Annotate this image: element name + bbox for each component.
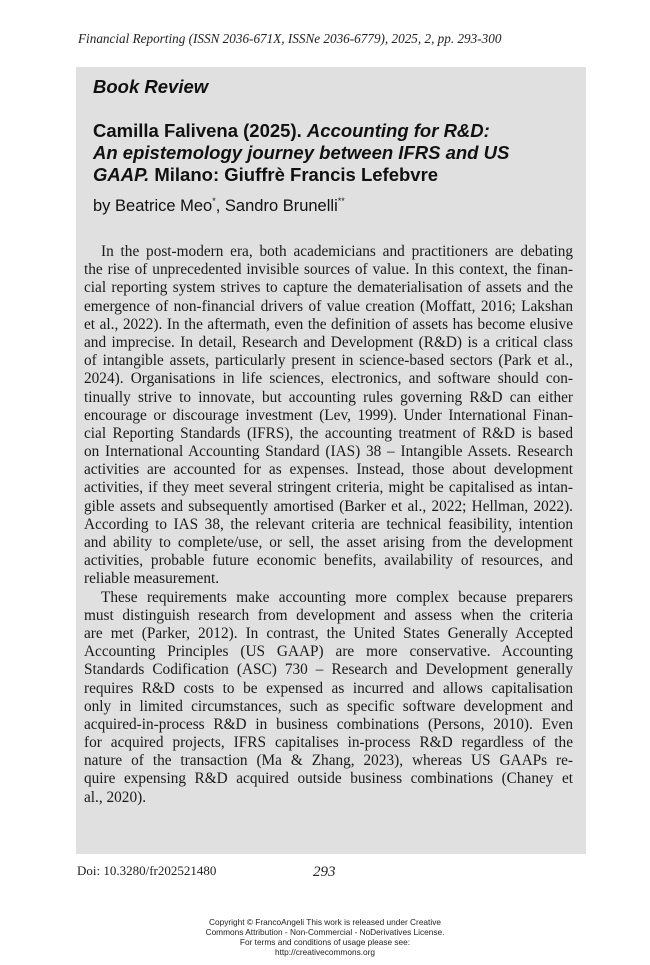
body-line: al., 2020). xyxy=(84,788,147,806)
body-line: nature of the transaction (Ma & Zhang, 2023), whereas US GAAPs re- xyxy=(84,752,573,770)
body-line: emergence of non-financial drivers of value creation (Moffatt, 2016; Lakshan xyxy=(84,297,573,315)
review-title xyxy=(93,120,563,186)
body-line: and ability to complete/use, or sell, the asset arising from the development xyxy=(84,534,573,551)
body-line: 2024). Organisations in life sciences, electronics, and software should con- xyxy=(84,370,573,388)
title-book-part1: Accounting for R&D: xyxy=(306,120,490,141)
license-link[interactable]: http://creativecommons.org xyxy=(274,947,376,957)
section-label: Book Review xyxy=(93,76,209,97)
byline-author-1: by Beatrice Meo xyxy=(93,197,213,215)
body-line: According to IAS 38, the relevant criteria are technical feasibility, intention xyxy=(84,515,573,533)
copyright-line: Copyright © FrancoAngeli This work is released under Creative xyxy=(209,917,441,927)
footnote-mark-1: * xyxy=(212,196,216,206)
title-line-1 xyxy=(93,120,563,142)
title-book-part3: GAAP. xyxy=(93,164,150,185)
body-line: only in limited circumstances, such as specific software development and xyxy=(84,697,573,715)
journal-header: Financial Reporting (ISSN 2036-671X, ISSNe 2036-6779), 2025, 2, pp. 293-300 xyxy=(78,31,502,46)
title-publisher: Milano: Giuffrè Francis Lefebvre xyxy=(149,164,439,185)
body-line: Accounting Principles (US GAAP) are more conservative. Accounting xyxy=(84,643,573,661)
body-line: reliable measurement. xyxy=(84,570,220,588)
copyright-notice xyxy=(175,917,475,957)
body-line: Standards Codification (ASC) 730 – Research and Development generally xyxy=(84,661,573,679)
doi: Doi: 10.3280/fr202521480 xyxy=(77,863,217,878)
body-line: for acquired projects, IFRS capitalises in-process R&D regardless of the xyxy=(84,734,573,752)
body-line: cial reporting system strives to capture the dematerialisation of assets and the xyxy=(84,279,573,297)
body-line: requires R&D costs to be expensed as incurred and allows capitalisation xyxy=(84,679,573,697)
body-line: et al., 2022). In the aftermath, even the definition of assets has become elusive xyxy=(84,315,573,333)
title-line-3 xyxy=(93,164,563,186)
body-line: gible assets and subsequently amortised (Barker et al., 2022; Hellman, 2022). xyxy=(84,497,573,515)
body-line: activities are accounted for as expenses. Instead, those about development xyxy=(84,461,573,479)
page-number: 293 xyxy=(313,864,336,880)
body-line: quire expensing R&D acquired outside business combinations (Chaney et xyxy=(84,770,573,788)
body-line: on International Accounting Standard (IAS) 38 – Intangible Assets. Research xyxy=(84,443,573,461)
body-text xyxy=(84,243,573,807)
body-line: These requirements make accounting more complex because preparers xyxy=(101,588,573,606)
body-line: encourage or discourage investment (Lev, 1999). Under International Finan- xyxy=(84,406,573,424)
body-line: activities, probable future economic benefits, availability of resources, and xyxy=(84,552,573,570)
byline xyxy=(93,196,345,216)
title-author-year: Camilla Falivena (2025). xyxy=(93,120,307,141)
body-line: must distinguish research from development and assess when the criteria xyxy=(84,606,573,624)
body-line: activities, if they meet several stringent criteria, might be capitalised as intan- xyxy=(84,479,573,497)
body-line: In the post-modern era, both academicians and practitioners are debating xyxy=(101,243,573,260)
copyright-line: For terms and conditions of usage please see: xyxy=(239,937,411,947)
copyright-line: Commons Attribution - Non-Commercial - NoDerivatives License. xyxy=(205,927,445,937)
footnote-mark-2: ** xyxy=(337,196,345,206)
byline-author-2: , Sandro Brunelli xyxy=(215,197,338,215)
body-line: are met (Parker, 2012). In contrast, the United States Generally Accepted xyxy=(84,624,573,642)
body-line: of intangible assets, particularly present in science-based sectors (Park et al., xyxy=(84,352,573,370)
body-line: cial Reporting Standards (IFRS), the accounting treatment of R&D is based xyxy=(84,424,573,442)
body-line: tinually strive to innovate, but accounting rules governing R&D can either xyxy=(84,388,573,406)
body-line: the rise of unprecedented invisible sources of value. In this context, the finan- xyxy=(84,261,573,279)
body-line: acquired-in-process R&D in business combinations (Persons, 2010). Even xyxy=(84,715,573,733)
title-line-2: An epistemology journey between IFRS and US xyxy=(93,142,510,163)
body-line: and imprecise. In detail, Research and Development (R&D) is a critical class xyxy=(84,333,573,351)
